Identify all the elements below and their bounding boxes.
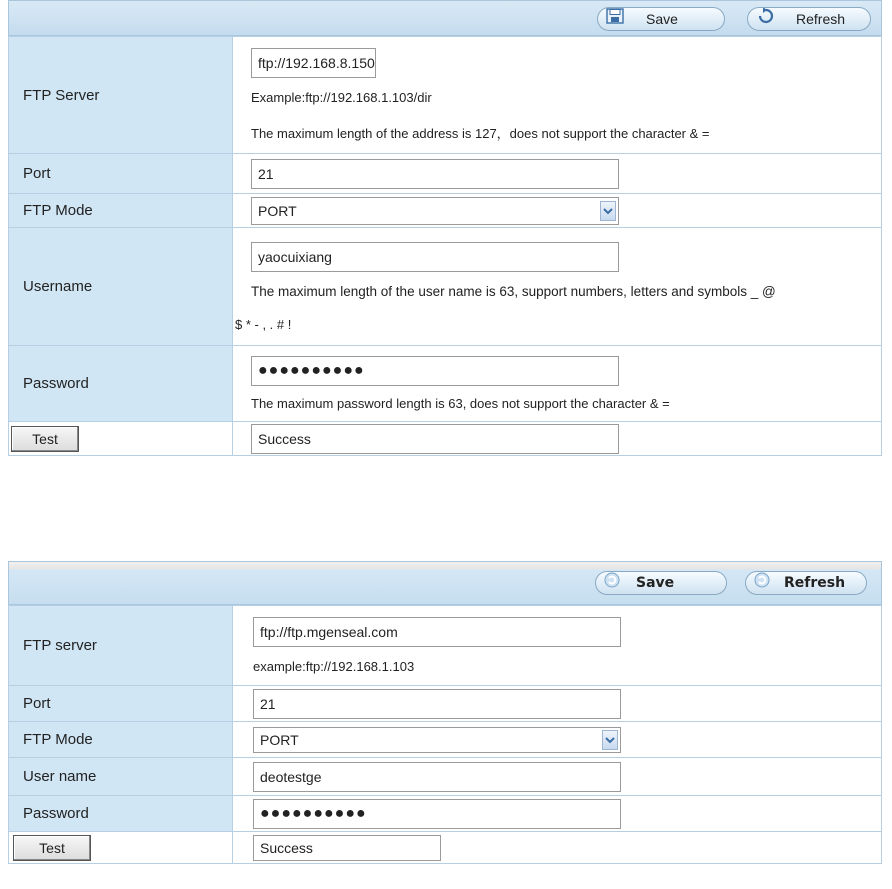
ftp-server-example: Example:ftp://192.168.1.103/dir <box>251 90 432 105</box>
row-password <box>9 346 882 422</box>
save-label: Save <box>646 11 678 27</box>
toolbar <box>8 0 882 36</box>
ftp-settings-panel-1 <box>8 0 882 456</box>
ftp-form <box>8 36 882 456</box>
refresh-label: Refresh <box>796 11 846 27</box>
toolbar <box>8 561 882 605</box>
row-password <box>9 796 882 832</box>
chevron-down-icon[interactable] <box>602 730 618 750</box>
row-test <box>9 832 882 864</box>
row-port <box>9 154 882 194</box>
port-label: Port <box>9 154 233 194</box>
ftp-server-example: example:ftp://192.168.1.103 <box>253 659 415 674</box>
port-input[interactable]: 21 <box>253 689 621 719</box>
ftp-server-input[interactable]: ftp://192.168.8.150 <box>251 48 376 78</box>
ftp-server-label: FTP server <box>9 606 233 686</box>
refresh-label: Refresh <box>784 575 846 591</box>
port-label: Port <box>9 686 233 722</box>
test-result-field: Success <box>251 424 619 454</box>
username-note-symbols: $ * - , . # ! <box>235 316 292 332</box>
row-ftp-mode <box>9 194 882 228</box>
password-note: The maximum password length is 63, does not support the character & = <box>251 396 670 411</box>
username-note: The maximum length of the user name is 63, support numbers, letters and symbols _ @ <box>251 283 776 299</box>
row-ftp-server <box>9 37 882 154</box>
chevron-down-icon[interactable] <box>600 201 616 221</box>
save-label: Save <box>636 575 675 591</box>
password-label: Password <box>9 346 233 422</box>
ftp-mode-select[interactable] <box>251 197 619 225</box>
ftp-server-label: FTP Server <box>9 37 233 154</box>
ftp-mode-label: FTP Mode <box>9 194 233 228</box>
save-button[interactable] <box>597 7 725 31</box>
row-test <box>9 422 882 456</box>
test-button[interactable]: Test <box>13 835 91 861</box>
row-ftp-server <box>9 606 882 686</box>
refresh-button[interactable] <box>747 7 871 31</box>
refresh-icon <box>756 8 776 30</box>
ftp-form <box>8 605 882 864</box>
row-username <box>9 758 882 796</box>
ftp-mode-select[interactable] <box>253 727 621 753</box>
ftp-server-input[interactable]: ftp://ftp.mgenseal.com <box>253 617 621 647</box>
port-input[interactable]: 21 <box>251 159 619 189</box>
ftp-mode-label: FTP Mode <box>9 722 233 758</box>
refresh-icon <box>754 572 770 595</box>
username-input[interactable]: yaocuixiang <box>251 242 619 272</box>
ftp-server-note: The maximum length of the address is 127，does not support the character & = <box>251 126 710 141</box>
ftp-mode-value: PORT <box>260 731 299 748</box>
row-username <box>9 228 882 346</box>
refresh-icon <box>604 572 620 595</box>
row-port <box>9 686 882 722</box>
password-input[interactable]: ●●●●●●●●●● <box>251 356 619 386</box>
test-result-field: Success <box>253 835 441 861</box>
password-input[interactable]: ●●●●●●●●●● <box>253 799 621 829</box>
ftp-mode-value: PORT <box>258 202 297 219</box>
refresh-button[interactable] <box>745 571 867 595</box>
password-label: Password <box>9 796 233 832</box>
floppy-disk-icon <box>606 8 624 30</box>
username-label: Username <box>9 228 233 346</box>
username-input[interactable]: deotestge <box>253 762 621 792</box>
ftp-settings-panel-2 <box>8 561 882 864</box>
save-button[interactable] <box>595 571 727 595</box>
test-button[interactable]: Test <box>11 426 79 452</box>
username-label: User name <box>9 758 233 796</box>
row-ftp-mode <box>9 722 882 758</box>
